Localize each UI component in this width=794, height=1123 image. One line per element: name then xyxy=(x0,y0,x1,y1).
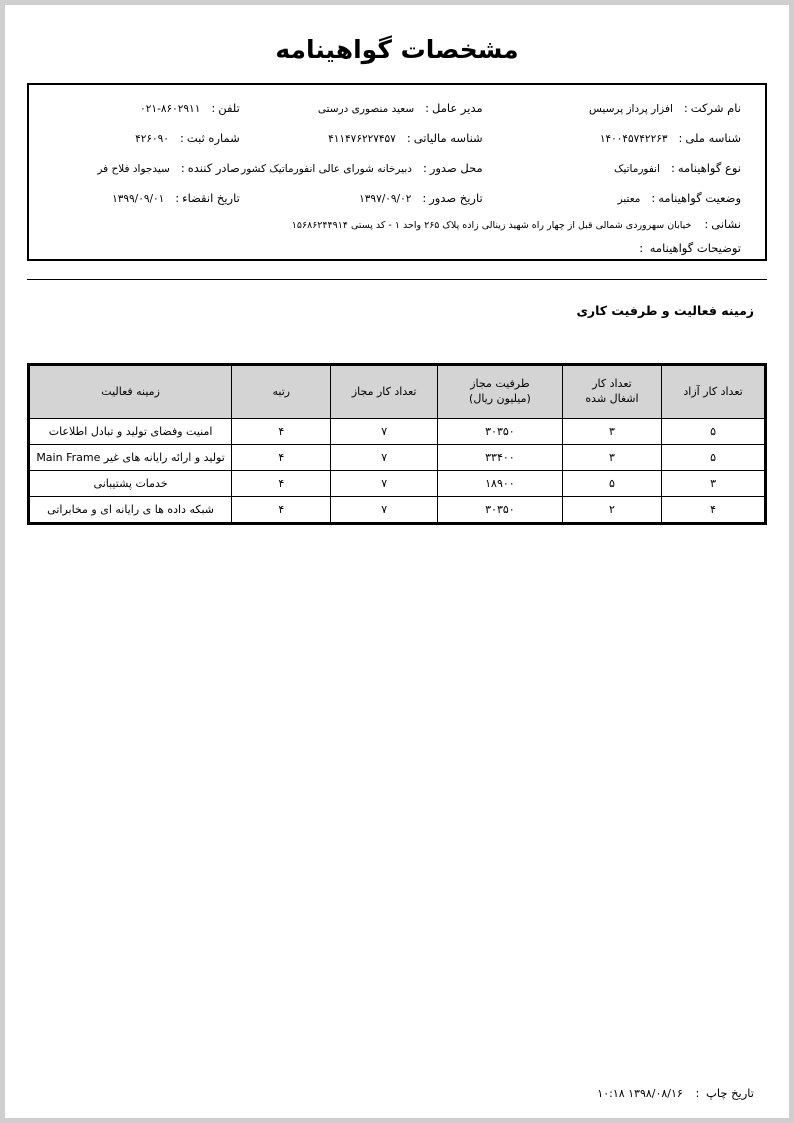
info-value: معتبر xyxy=(617,193,641,205)
colon-separator: : xyxy=(639,241,644,255)
cell-free-jobs: ۵ xyxy=(662,445,765,471)
col-header-capacity xyxy=(437,366,562,419)
colon-separator: : xyxy=(175,191,180,205)
colon-separator: : xyxy=(651,191,656,205)
print-date-value: ۱۳۹۸/۰۸/۱۶ ۱۰:۱۸ xyxy=(597,1087,683,1100)
info-field-certificate-notes xyxy=(628,241,765,255)
cell-free-jobs: ۵ xyxy=(662,419,765,445)
cell-capacity: ۳۰۳۵۰ xyxy=(437,419,562,445)
info-label: محل صدور xyxy=(429,161,483,175)
page-title: مشخصات گواهینامه xyxy=(275,35,519,64)
col-header-used-jobs xyxy=(562,366,661,419)
info-label: شناسه مالیاتی xyxy=(413,131,483,145)
certificate-info-grid xyxy=(29,93,765,213)
colon-separator: : xyxy=(704,217,709,231)
info-field-issue-date xyxy=(250,191,493,205)
info-value: ۴۲۶۰۹۰ xyxy=(135,133,169,145)
info-label: نوع گواهینامه xyxy=(677,161,741,175)
info-value: خیابان سهروردی شمالی قبل از چهار راه شهید زینالی زاده پلاک ۲۶۵ واحد ۱ - کد پستی ۱۵۶۸۶۲۴۴۹۱۴ xyxy=(291,220,692,231)
info-row xyxy=(29,183,765,213)
info-label: تاریخ انقضاء xyxy=(182,191,240,205)
info-field-address xyxy=(29,217,765,231)
print-date-label: تاریخ چاپ xyxy=(706,1086,754,1100)
table-row xyxy=(30,471,765,497)
cell-field: امنیت وفضای تولید و تبادل اطلاعات xyxy=(30,419,232,445)
cell-allowed-jobs: ۷ xyxy=(331,497,438,523)
cell-field: تولید و ارائه رایانه های غیر Main Frame xyxy=(30,445,232,471)
info-row xyxy=(29,153,765,183)
table-row xyxy=(30,497,765,523)
col-header-label-line1: طرفیت مجاز xyxy=(470,377,530,391)
page-sheet xyxy=(10,5,784,1118)
colon-separator: : xyxy=(678,131,683,145)
info-value: دبیرخانه شورای عالی انفورماتیک کشور xyxy=(241,163,412,175)
cell-free-jobs: ۴ xyxy=(662,497,765,523)
info-value: سعید منصوری درستی xyxy=(317,103,415,115)
print-date xyxy=(597,1086,754,1100)
info-label: تاریخ صدور xyxy=(429,191,483,205)
colon-separator: : xyxy=(422,191,427,205)
colon-separator: : xyxy=(695,1086,700,1100)
table-header-row xyxy=(30,366,765,419)
col-header-field xyxy=(30,366,232,419)
info-label: مدیر عامل xyxy=(432,101,483,115)
info-label: توضیحات گواهینامه xyxy=(649,241,741,255)
table-row xyxy=(30,419,765,445)
info-label: نشانی xyxy=(711,217,741,231)
info-field-tax-id xyxy=(250,131,493,145)
info-value: ۱۳۹۹/۰۹/۰۱ xyxy=(112,193,165,205)
info-value: ۱۴۰۰۴۵۷۴۲۲۶۳ xyxy=(599,133,668,145)
cell-used-jobs: ۳ xyxy=(562,445,661,471)
col-header-label-line1: تعداد کار xyxy=(592,377,632,391)
info-field-issuer xyxy=(29,161,250,175)
info-value: ۴۱۱۴۷۶۲۲۷۴۵۷ xyxy=(328,133,396,145)
cell-field: شبکه داده ها ی رایانه ای و مخابراتی xyxy=(30,497,232,523)
cell-rank: ۴ xyxy=(232,445,331,471)
info-value: سیدجواد فلاح فر xyxy=(97,163,170,175)
activity-table-head xyxy=(30,366,765,419)
col-header-rank xyxy=(232,366,331,419)
info-field-place-of-issue xyxy=(241,161,493,175)
info-field-registration-number xyxy=(29,131,250,145)
info-field-certificate-status xyxy=(493,191,765,205)
cell-field: خدمات پشتیبانی xyxy=(30,471,232,497)
info-label: وضعیت گواهینامه xyxy=(658,191,741,205)
colon-separator: : xyxy=(425,101,430,115)
col-header-free-jobs xyxy=(662,366,765,419)
info-field-managing-director xyxy=(250,101,493,115)
info-value: افزار پرداز پرسیس xyxy=(589,103,673,115)
info-value: ۰۲۱-۸۶۰۲۹۱۱ xyxy=(140,103,201,115)
col-header-label: زمینه فعالیت xyxy=(101,384,160,398)
col-header-label-line2: (میلیون ریال) xyxy=(469,392,531,405)
cell-allowed-jobs: ۷ xyxy=(331,445,438,471)
cell-free-jobs: ۳ xyxy=(662,471,765,497)
info-field-expiry-date xyxy=(29,191,250,205)
col-header-allowed-jobs xyxy=(331,366,438,419)
cell-used-jobs: ۳ xyxy=(562,419,661,445)
info-value: ۱۳۹۷/۰۹/۰۲ xyxy=(359,193,412,205)
col-header-label: تعداد کار مجاز xyxy=(351,384,417,398)
cell-rank: ۴ xyxy=(232,419,331,445)
colon-separator: : xyxy=(211,101,216,115)
table-row xyxy=(30,445,765,471)
section-divider xyxy=(27,279,767,280)
colon-separator: : xyxy=(406,131,411,145)
col-header-label-line2: اشغال شده xyxy=(585,392,639,405)
info-row xyxy=(29,123,765,153)
cell-rank: ۴ xyxy=(232,471,331,497)
col-header-label: رتبه xyxy=(272,384,291,398)
colon-separator: : xyxy=(683,101,688,115)
col-header-label: تعداد کار آزاد xyxy=(683,384,743,398)
cell-allowed-jobs: ۷ xyxy=(331,471,438,497)
info-label: شماره ثبت xyxy=(186,131,240,145)
colon-separator: : xyxy=(179,131,184,145)
info-field-certificate-type xyxy=(493,161,765,175)
activity-table-container xyxy=(27,363,767,525)
certificate-info-box xyxy=(27,83,767,261)
info-field-company-name xyxy=(493,101,765,115)
section-heading-activity: زمینه فعالیت و طرفیت کاری xyxy=(576,303,754,318)
activity-table xyxy=(29,365,765,523)
info-label: نام شرکت xyxy=(690,101,741,115)
cell-used-jobs: ۵ xyxy=(562,471,661,497)
cell-capacity: ۳۳۴۰۰ xyxy=(437,445,562,471)
info-label: تلفن xyxy=(218,101,240,115)
info-value: انفورماتیک xyxy=(614,163,661,175)
colon-separator: : xyxy=(422,161,427,175)
cell-rank: ۴ xyxy=(232,497,331,523)
info-label: صادر کننده xyxy=(187,161,240,175)
colon-separator: : xyxy=(180,161,185,175)
info-label: شناسه ملی xyxy=(685,131,741,145)
cell-used-jobs: ۲ xyxy=(562,497,661,523)
cell-allowed-jobs: ۷ xyxy=(331,419,438,445)
cell-capacity: ۳۰۳۵۰ xyxy=(437,497,562,523)
info-field-national-id xyxy=(493,131,765,145)
colon-separator: : xyxy=(671,161,675,175)
info-row xyxy=(29,93,765,123)
activity-table-body xyxy=(30,419,765,523)
info-field-phone xyxy=(29,101,250,115)
cell-capacity: ۱۸۹۰۰ xyxy=(437,471,562,497)
